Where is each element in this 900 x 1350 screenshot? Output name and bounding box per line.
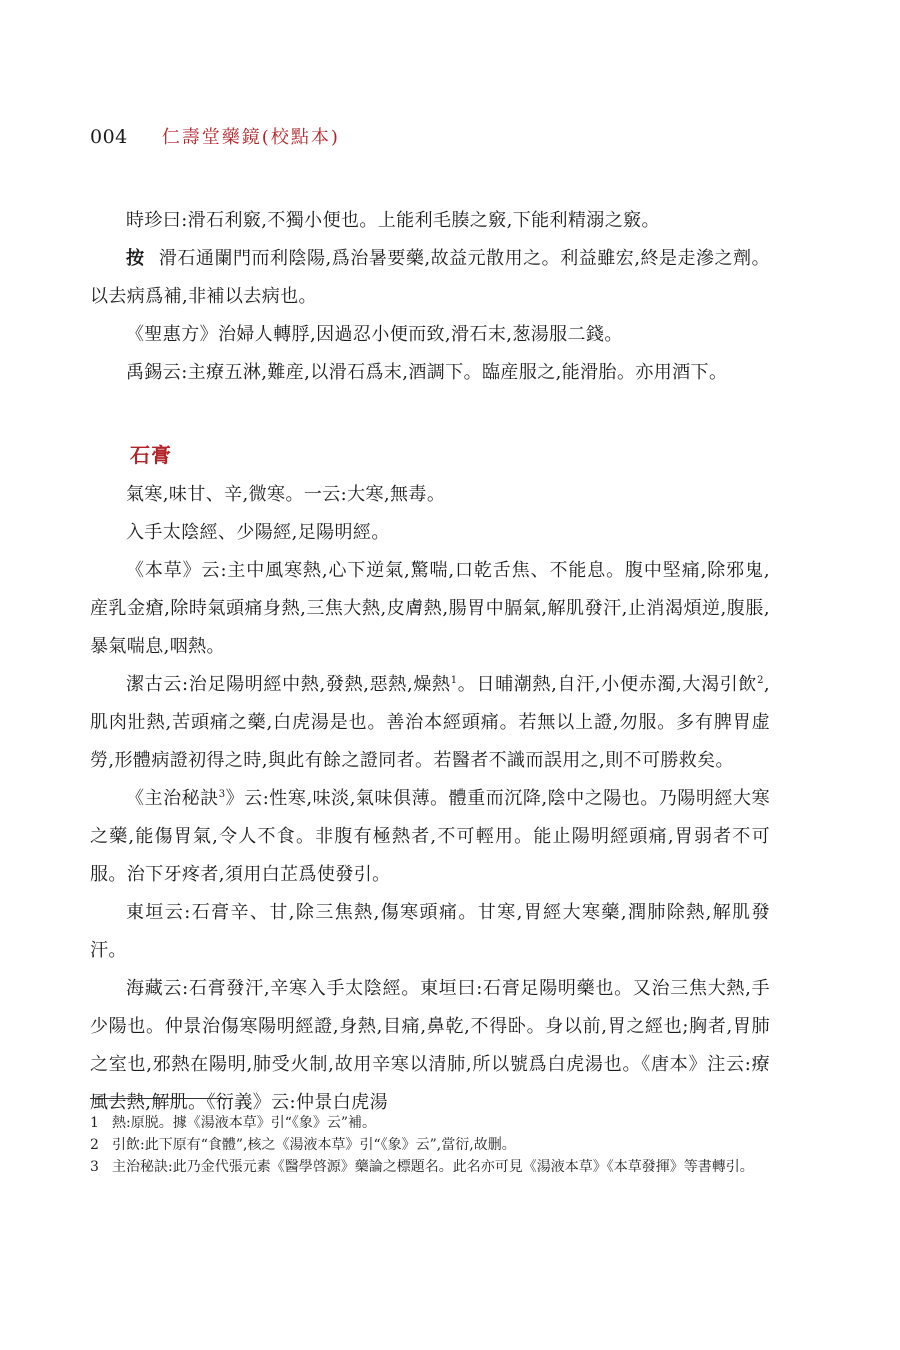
section-title-shigao: 石膏 (130, 443, 172, 467)
paragraph-jiegu (90, 666, 770, 780)
paragraph-jiegu-part2: 。日晡潮熱,自汗,小便赤濁,大渴引飲 (457, 674, 758, 695)
paragraph-zhuzhi-part1: 《主治秘訣 (126, 788, 219, 809)
footnote-ref-3[interactable]: 3 (218, 789, 226, 800)
footnote-number: 3 (90, 1159, 99, 1175)
paragraph-bencao: 《本草》云:主中風寒熱,心下逆氣,驚喘,口乾舌焦、不能息。腹中堅痛,除邪鬼,産乳金瘡,除時氣頭痛身熱,三焦大熱,皮膚熱,腸胃中膈氣,解肌發汗,止消渴煩逆,腹脹,暴氣喘息,咽熱。 (90, 560, 770, 657)
footnote-text: 主治秘訣:此乃金代張元素《醫學啓源》藥論之標題名。此名亦可見《湯液本草》《本草發揮》等書轉引。 (112, 1159, 754, 1175)
paragraph-an-text: 滑石通闌門而利陰陽,爲治暑要藥,故益元散用之。利益雖宏,終是走滲之劑。以去病爲補,非補以去病也。 (90, 248, 770, 307)
paragraph-shenghuifang: 《聖惠方》治婦人轉脬,因過忍小便而致,滑石末,葱湯服二錢。 (126, 324, 623, 345)
footnote-3 (90, 1156, 770, 1178)
footnote-2 (90, 1134, 770, 1156)
footnote-number: 1 (90, 1115, 99, 1131)
footnote-divider (90, 1098, 232, 1099)
footnotes (90, 1112, 770, 1178)
footnote-number: 2 (90, 1137, 99, 1153)
page-number: 004 (90, 126, 128, 148)
footnote-ref-2[interactable]: 2 (757, 675, 764, 686)
main-text (90, 202, 770, 1122)
an-marker: 按 (126, 248, 145, 269)
footnote-text: 熱:原脱。據《湯液本草》引“《象》云”補。 (112, 1115, 377, 1131)
paragraph-yuxi: 禹錫云:主療五淋,難産,以滑石爲末,酒調下。臨産服之,能滑胎。亦用酒下。 (126, 362, 728, 383)
footnote-ref-1[interactable]: 1 (450, 675, 458, 686)
paragraph-zhuzhi-mijue (90, 780, 770, 894)
book-title: 仁壽堂藥鏡(校點本) (161, 127, 340, 148)
paragraph-meridian: 入手太陰經、少陽經,足陽明經。 (126, 522, 390, 543)
paragraph-jiegu-part3: ,肌肉壯熱,苦頭痛之藥,白虎湯是也。善治本經頭痛。若無以上證,勿服。多有脾胃虚勞,形體病證初得之時,與此有餘之證同者。若醫者不識而誤用之,則不可勝救矣。 (90, 674, 770, 771)
paragraph-dongyuan: 東垣云:石膏辛、甘,除三焦熱,傷寒頭痛。甘寒,胃經大寒藥,潤肺除熱,解肌發汗。 (90, 902, 770, 961)
paragraph-jiegu-part1: 潔古云:治足陽明經中熱,發熱,惡熱,燥熱 (126, 674, 451, 695)
footnote-1 (90, 1112, 770, 1134)
paragraph-qi-wei: 氣寒,味甘、辛,微寒。一云:大寒,無毒。 (126, 484, 446, 505)
paragraph-shizhen: 時珍曰:滑石利竅,不獨小便也。上能利毛腠之竅,下能利精溺之竅。 (126, 210, 660, 231)
paragraph-haizang: 海藏云:石膏發汗,辛寒入手太陰經。東垣曰:石膏足陽明藥也。又治三焦大熱,手少陽也。仲景治傷寒陽明經證,身熱,目痛,鼻乾,不得卧。身以前,胃之經也;胸者,胃肺之室也,邪熱在陽明,肺受火制,故用辛寒以清肺,所以號爲白虎湯也。《唐本》注云:療風去熱,解肌。《衍義》云:仲景白虎湯 (90, 978, 770, 1113)
paragraph-zhuzhi-part2: 》云:性寒,味淡,氣味俱薄。體重而沉降,陰中之陽也。乃陽明經大寒之藥,能傷胃氣,令人不食。非腹有極熱者,不可輕用。能止陽明經頭痛,胃弱者不可服。治下牙疼者,須用白芷爲使發引。 (90, 788, 770, 885)
running-header (90, 124, 340, 151)
footnote-text: 引飲:此下原有“食體”,核之《湯液本草》引“《象》云”,當衍,故删。 (112, 1137, 516, 1153)
paragraph-an (90, 240, 770, 316)
